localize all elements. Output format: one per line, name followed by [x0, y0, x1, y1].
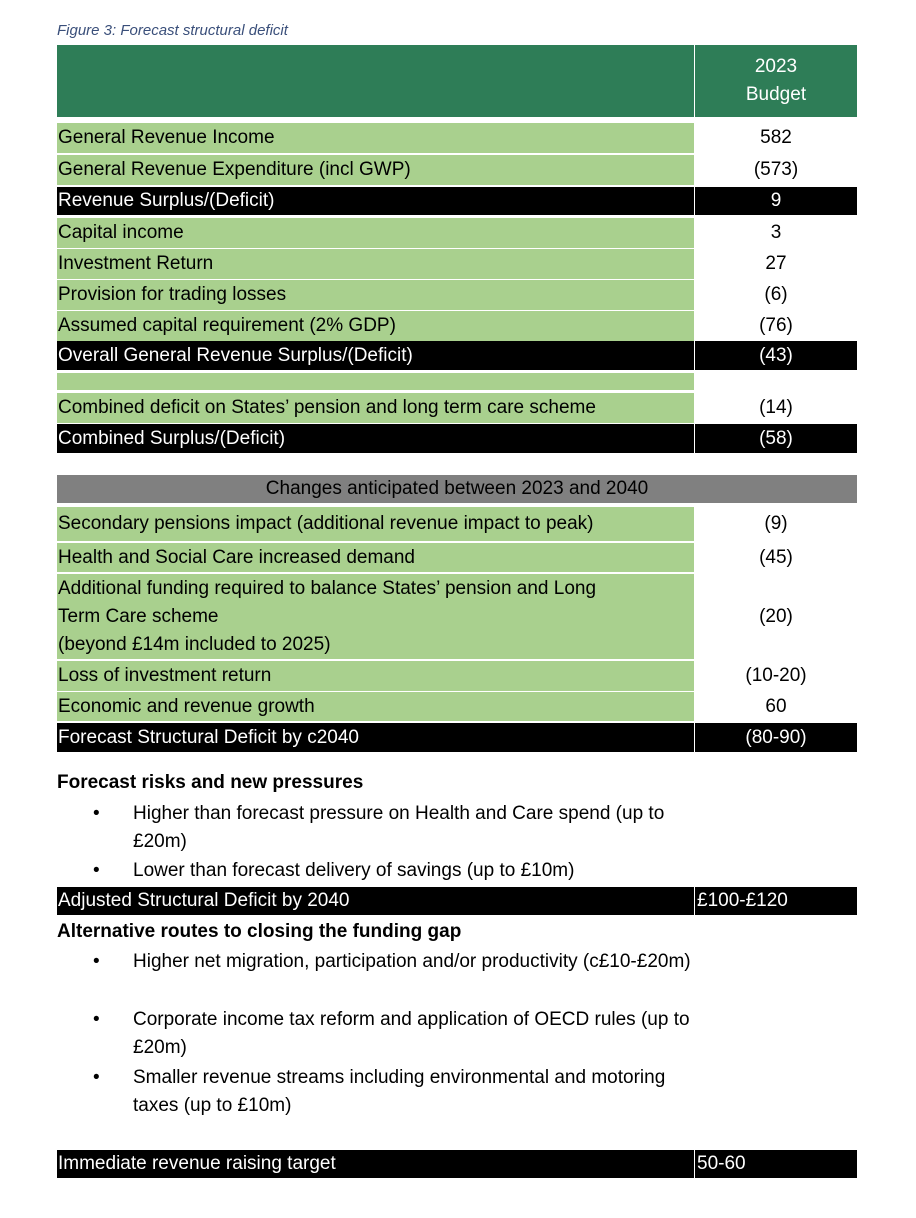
row-label: Immediate revenue raising target	[57, 1150, 694, 1178]
row-value: 9	[695, 187, 857, 215]
table-row-total	[57, 723, 857, 752]
risks-title: Forecast risks and new pressures	[57, 772, 364, 793]
row-label: Secondary pensions impact (additional revenue impact to peak)	[57, 507, 694, 541]
row-label-line: (beyond £14m included to 2025)	[58, 633, 331, 655]
row-label: Health and Social Care increased demand	[57, 543, 694, 572]
immediate-target-row	[57, 1150, 857, 1178]
list-item-text: Corporate income tax reform and application of OECD rules (up to £20m)	[133, 1009, 690, 1058]
row-label: Combined deficit on States’ pension and long term care scheme	[57, 393, 694, 423]
row-label: Combined Surplus/(Deficit)	[57, 424, 694, 453]
header-label-cell	[57, 45, 694, 117]
list-item	[93, 1064, 693, 1120]
table-row	[57, 123, 857, 153]
row-value: (20)	[695, 574, 857, 659]
row-value	[695, 373, 857, 390]
bullet-icon: •	[93, 1009, 100, 1030]
row-label: Investment Return	[57, 249, 694, 279]
table-row	[57, 249, 857, 279]
row-label: Provision for trading losses	[57, 280, 694, 310]
figure-caption: Figure 3: Forecast structural deficit	[57, 22, 288, 39]
header-year: 2023	[754, 56, 798, 77]
bullet-icon: •	[93, 1067, 100, 1088]
row-label-line: Term Care scheme	[58, 605, 219, 627]
row-value: (58)	[695, 424, 857, 453]
table-row	[57, 507, 857, 541]
list-item-text: Lower than forecast delivery of savings (up to £10m)	[133, 860, 575, 881]
table-row-spacer	[57, 373, 857, 390]
row-label	[57, 574, 694, 659]
header-budget: Budget	[745, 84, 807, 105]
bullet-icon: •	[93, 803, 100, 824]
row-label: Overall General Revenue Surplus/(Deficit)	[57, 341, 694, 370]
row-value: (43)	[695, 341, 857, 370]
row-label: General Revenue Income	[57, 123, 694, 153]
changes-heading: Changes anticipated between 2023 and 2040	[57, 475, 857, 503]
row-value: 3	[695, 218, 857, 248]
list-item-text: Higher than forecast pressure on Health and Care spend (up to £20m)	[133, 803, 665, 852]
list-item	[93, 800, 693, 856]
row-value: 50-60	[695, 1150, 857, 1178]
table-row-total	[57, 187, 857, 215]
row-value: 60	[695, 692, 857, 721]
row-value: (76)	[695, 311, 857, 341]
row-value: (14)	[695, 393, 857, 423]
header-value-cell	[695, 45, 857, 117]
table-row	[57, 692, 857, 721]
row-label: Economic and revenue growth	[57, 692, 694, 721]
row-value: 582	[695, 123, 857, 153]
row-label: Adjusted Structural Deficit by 2040	[57, 887, 694, 915]
table-row-total	[57, 341, 857, 370]
row-label: General Revenue Expenditure (incl GWP)	[57, 155, 694, 185]
table-row	[57, 311, 857, 341]
row-value: £100-£120	[695, 887, 857, 915]
table-row-total	[57, 424, 857, 453]
row-value: (45)	[695, 543, 857, 572]
table-row	[57, 393, 857, 423]
row-label: Loss of investment return	[57, 661, 694, 691]
bullet-icon: •	[93, 860, 100, 881]
row-label: Capital income	[57, 218, 694, 248]
list-item-text: Smaller revenue streams including environmental and motoring taxes (up to £10m)	[133, 1067, 666, 1116]
table-row	[57, 280, 857, 310]
table-row	[57, 155, 857, 185]
row-value: (9)	[695, 507, 857, 541]
list-item	[93, 1006, 693, 1062]
row-value: (6)	[695, 280, 857, 310]
row-value: 27	[695, 249, 857, 279]
table-row	[57, 218, 857, 248]
list-item	[93, 948, 693, 1004]
row-value: (573)	[695, 155, 857, 185]
row-label: Forecast Structural Deficit by c2040	[57, 723, 694, 752]
alternatives-title: Alternative routes to closing the funding gap	[57, 921, 462, 942]
row-label-line: Additional funding required to balance States’ pension and Long	[58, 577, 597, 599]
row-label: Revenue Surplus/(Deficit)	[57, 187, 694, 215]
list-item-text: Higher net migration, participation and/or productivity (c£10-£20m)	[133, 951, 691, 972]
list-item	[93, 857, 693, 885]
row-label	[57, 373, 694, 390]
table-row	[57, 543, 857, 572]
row-value: (80-90)	[695, 723, 857, 752]
table-row	[57, 661, 857, 691]
table-row	[57, 574, 857, 659]
row-value: (10-20)	[695, 661, 857, 691]
table-header	[57, 45, 857, 117]
row-label: Assumed capital requirement (2% GDP)	[57, 311, 694, 341]
adjusted-deficit-row	[57, 887, 857, 915]
bullet-icon: •	[93, 951, 100, 972]
